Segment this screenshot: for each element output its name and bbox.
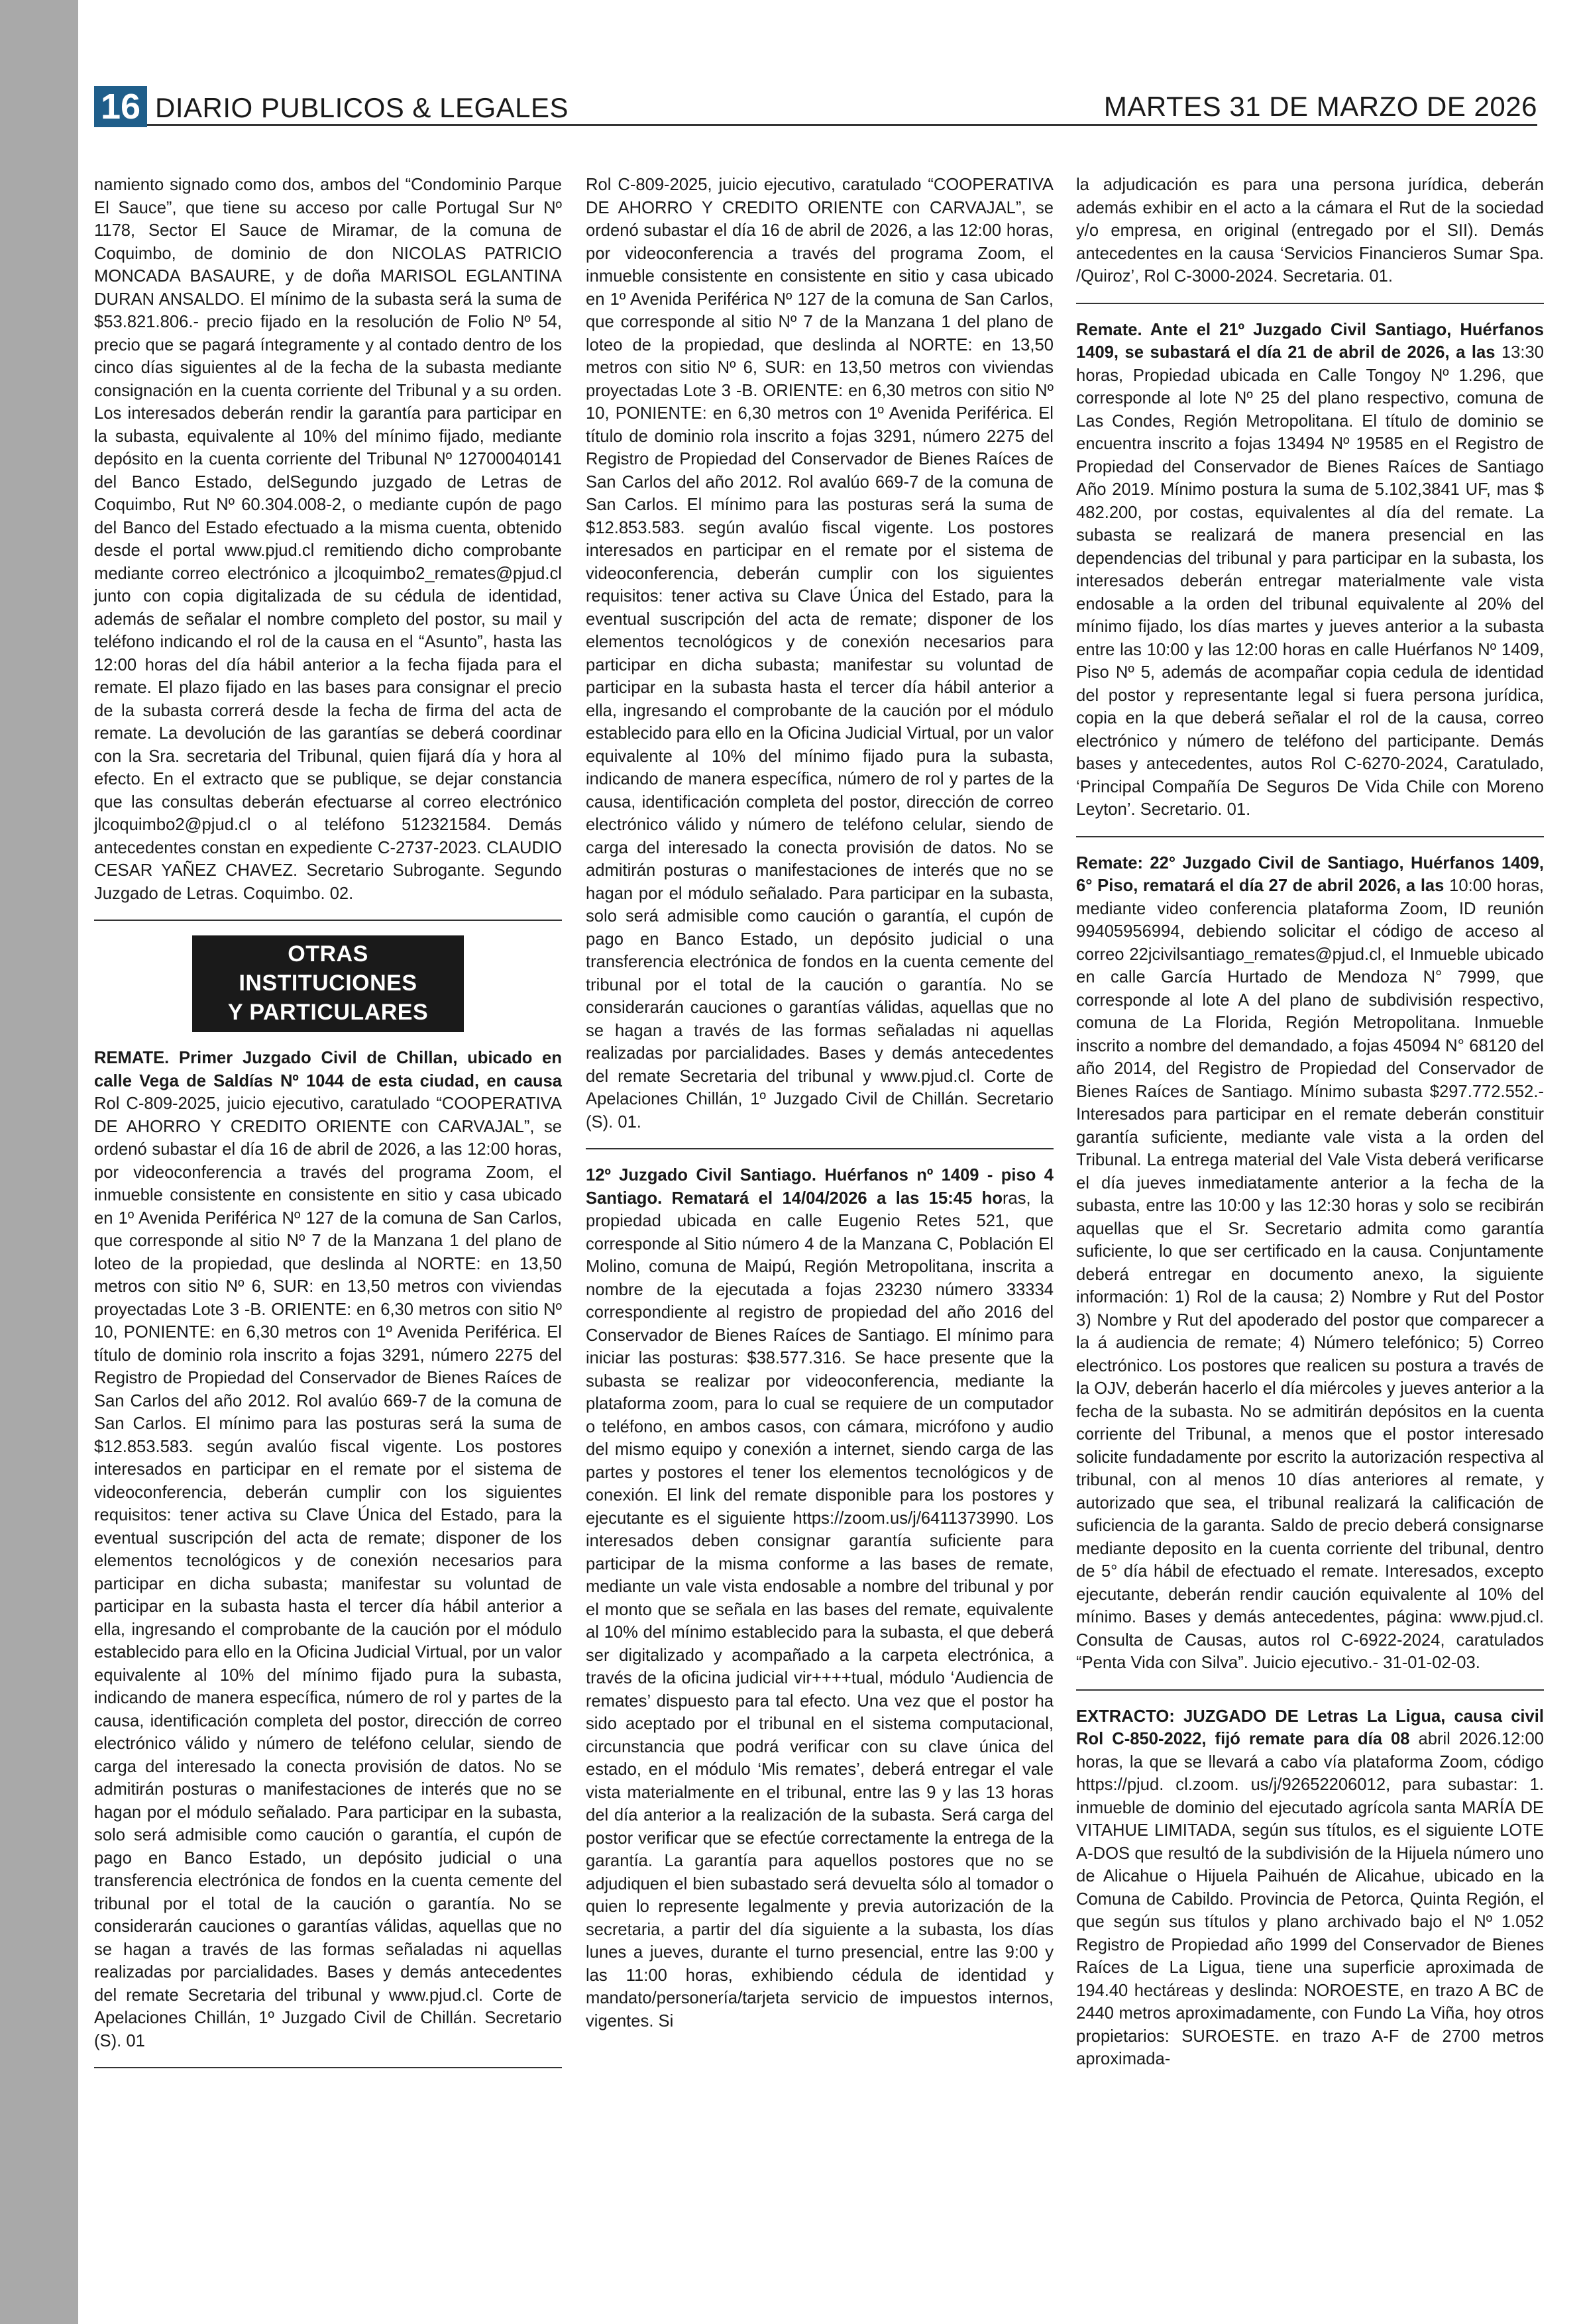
notice-21-juzgado-lead: Remate. Ante el 21º Juzgado Civil Santiago, Huérfanos 1409, se subastará el día 21 de abril de 2026, a las	[1076, 320, 1544, 362]
column-divider	[94, 920, 562, 921]
column-divider	[1076, 303, 1544, 304]
section-heading-line2: Y PARTICULARES	[227, 1000, 429, 1025]
section-heading	[192, 935, 464, 1032]
notice-chillan	[94, 1047, 562, 2052]
notice-chillan-lead: REMATE. Primer Juzgado Civil de Chillan, ubicado en calle Vega de Saldías Nº 1044 de esta ciudad, en causa	[94, 1049, 562, 1090]
column-divider	[1076, 1689, 1544, 1691]
column-divider	[94, 2067, 562, 2068]
section-heading-line1: OTRAS INSTITUCIONES	[239, 941, 417, 996]
column-divider	[586, 1148, 1054, 1149]
notice-coquimbo-continued: namiento signado como dos, ambos del “Condominio Parque El Sauce”, que tiene su acceso por calle Portugal Sur Nº 1178, Sector El Sauce de Miramar, de la comuna de Coquimbo, de dominio de don NICOLAS PATRICIO MONCADA BASAURE, y de doña MARISOL EGLANTINA DURAN ANSALDO. El mínimo de la subasta será la suma de $53.821.806.- precio fijado en la resolución de Folio Nº 54, precio que se pagará íntegramente y al contado dentro de los cinco días siguientes al de la fecha de la subasta mediante consignación en la cuenta corriente del Tribunal y a su orden. Los interesados deberán rendir la garantía para participar en la subasta, equivalente al 10% del mínimo fijado, mediante depósito en la cuenta corriente del Tribunal Nº 12700040141 del Banco Estado, delSegundo juzgado de Letras de Coquimbo, Rut Nº 60.304.008-2, o mediante cupón de pago del Banco del Estado efectuado a la misma cuenta, obtenido desde el portal www.pjud.cl remitiendo dicho comprobante mediante correo electrónico a jlcoquimbo2_remates@pjud.cl junto con copia digitalizada de su cédula de identidad, además de señalar el nombre completo del postor, su mail y teléfono indicando el rol de la causa en el “Asunto”, hasta las 12:00 horas del día hábil anterior a la fecha fijada para el remate. El plazo fijado en las bases para consignar el precio de la subasta correrá desde la fecha de firma del acta de remate. La devolución de las garantías se deberá coordinar con la Sra. secretaria del Tribunal, quien fijará día y hora al efecto. En el extracto que se publique, se dejar constancia que las consultas deberán efectuarse al correo electrónico jlcoquimbo2@pjud.cl o al teléfono 512321584. Demás antecedentes constan en expediente C-2737-2023. CLAUDIO CESAR YAÑEZ CHAVEZ. Secretario Subrogante. Segundo Juzgado de Letras. Coquimbo. 02.	[94, 176, 562, 903]
notice-chillan-body: Rol C-809-2025, juicio ejecutivo, caratulado “COOPERATIVA DE AHORRO Y CREDITO ORIENTE con CARVAJAL”, se ordenó subastar el día 16 de abril de 2026, a las 12:00 horas, por videoconferencia a través del programa Zoom, el inmueble consistente en consistente en sitio y casa ubicado en 1º Avenida Periférica Nº 127 de la comuna de San Carlos, que corresponde al sitio Nº 7 de la Manzana 1 del plano de loteo de la propiedad, que deslinda al NORTE: en 13,50 metros con sitio Nº 6, SUR: en 13,50 metros con viviendas proyectadas Lote 3 -B. ORIENTE: en 6,30 metros con sitio Nº 10, PONIENTE: en 6,30 metros con 1º Avenida Periférica. El título de dominio rola inscrito a fojas 3291, número 2275 del Registro de Propiedad del Conservador de Bienes Raíces de San Carlos del año 2012. Rol avalúo 669-7 de la comuna de San Carlos. El mínimo para las posturas será la suma de $12.853.583. según avalúo fiscal vigente. Los postores interesados en participar en el remate por el sistema de videoconferencia, deberán cumplir con los siguientes requisitos: tener activa su Clave Única del Estado, para la eventual suscripción del acta de remate; disponer de los elementos tecnológicos y de conexión necesarios para participar en dicha subasta; manifestar su voluntad de participar en la subasta hasta el tercer día hábil anterior a ella, ingresando el comprobante de la caución por el módulo establecido para ello en la Oficina Judicial Virtual, por un valor equivalente al 10% del mínimo fijado pura la subasta, indicando de manera específica, número de rol y partes de la causa, identificación completa del postor, dirección de correo electrónico válido y número de teléfono celular, siendo de carga del interesado la conecta provisión de datos. No se admitirán posturas o manifestaciones de interés que no se hagan por el módulo señalado. Para participar en la subasta, solo será admisible como caución o garantía, el cupón de pago en Banco Estado, un depósito judicial o una transferencia electrónica de fondos en la cuenta cemente del tribunal por el total de la caución o garantía. No se considerarán cauciones o garantías válidas, aquellas que no se hagan a través de las formas señaladas ni aquellas realizadas por parcialidades. Bases y demás antecedentes del remate Secretaria del tribunal y www.pjud.cl. Corte de Apelaciones Chillán, 1º Juzgado Civil de Chillán. Secretario (S). 01	[94, 1094, 562, 2050]
notice-chillan-repeat: Rol C-809-2025, juicio ejecutivo, caratulado “COOPERATIVA DE AHORRO Y CREDITO ORIENTE con CARVAJAL”, se ordenó subastar el día 16 de abril de 2026, a las 12:00 horas, por videoconferencia a través del programa Zoom, el inmueble consistente en consistente en sitio y casa ubicado en 1º Avenida Periférica Nº 127 de la comuna de San Carlos, que corresponde al sitio Nº 7 de la Manzana 1 del plano de loteo de la propiedad, que deslinda al NORTE: en 13,50 metros con sitio Nº 6, SUR: en 13,50 metros con viviendas proyectadas Lote 3 -B. ORIENTE: en 6,30 metros con sitio Nº 10, PONIENTE: en 6,30 metros con 1º Avenida Periférica. El título de dominio rola inscrito a fojas 3291, número 2275 del Registro de Propiedad del Conservador de Bienes Raíces de San Carlos del año 2012. Rol avalúo 669-7 de la comuna de San Carlos. El mínimo para las posturas será la suma de $12.853.583. según avalúo fiscal vigente. Los postores interesados en participar en el remate por el sistema de videoconferencia, deberán cumplir con los siguientes requisitos: tener activa su Clave Única del Estado, para la eventual suscripción del acta de remate; disponer de los elementos tecnológicos y de conexión necesarios para participar en dicha subasta; manifestar su voluntad de participar en la subasta hasta el tercer día hábil anterior a ella, ingresando el comprobante de la caución por el módulo establecido para ello en la Oficina Judicial Virtual, por un valor equivalente al 10% del mínimo fijado pura la subasta, indicando de manera específica, número de rol y partes de la causa, identificación completa del postor, dirección de correo electrónico válido y número de teléfono celular, siendo de carga del interesado la conecta provisión de datos. No se admitirán posturas o manifestaciones de interés que no se hagan por el módulo señalado. Para participar en la subasta, solo será admisible como caución o garantía, el cupón de pago en Banco Estado, un depósito judicial o una transferencia electrónica de fondos en la cuenta cemente del tribunal por el total de la caución o garantía. No se considerarán cauciones o garantías válidas, aquellas que no se hagan a través de las formas señaladas ni aquellas realizadas por parcialidades. Bases y demás antecedentes del remate Secretaria del tribunal y www.pjud.cl. Corte de Apelaciones Chillán, 1º Juzgado Civil de Chillán. Secretario (S). 01.	[586, 176, 1054, 1132]
notice-21-juzgado-body: 13:30 horas, Propiedad ubicada en Calle Tongoy Nº 1.296, que corresponde al lote Nº 25 del plano respectivo, comuna de Las Condes, Región Metropolitana. El título de dominio se encuentra inscrito a fojas 13494 Nº 19585 en el Registro de Propiedad del Conservador de Bienes Raíces de Santiago Año 2019. Mínimo postura la suma de 5.102,3841 UF, mas $ 482.200, por costas, equivalentes al día del remate. La subasta se realizará de manera presencial en las dependencias del tribunal y para participar en la subasta, los interesados deberán entregar materialmente vale vista endosable a la orden del tribunal equivalente al 20% del mínimo fijado, los días martes y jueves anterior a la subasta entre las 10:00 y las 12:00 horas en calle Huérfanos Nº 1409, Piso Nº 5, además de acompañar copia cedula de identidad del postor y representante legal si fuera persona jurídica, copia en la que deberá señalar el rol de la causa, correo electrónico y número de teléfono del participante. Demás bases y antecedentes, autos Rol C-6270-2024, Caratulado, ‘Principal Compañía De Seguros De Vida Chile con Moreno Leyton’. Secretario. 01.	[1076, 343, 1544, 819]
newspaper-page	[78, 0, 1581, 2324]
column-2	[586, 174, 1054, 2033]
notice-22-juzgado-lead: Remate: 22° Juzgado Civil de Santiago, Huérfanos 1409, 6° Piso, rematará el día 27 de abril 2026, a las	[1076, 853, 1544, 895]
notice-12-juzgado-body: ras, la propiedad ubicada en calle Eugenio Retes 521, que corresponde al Sitio número 4 de la Manzana C, Población El Molino, comuna de Maipú, Región Metropolitana, inscrita a nombre de la ejecutada a fojas 23230 número 33334 correspondiente al registro de propiedad del año 2016 del Conservador de Bienes Raíces de Santiago. El mínimo para iniciar las posturas: $38.577.316. Se hace presente que la subasta se realizar por videoconferencia, mediante la plataforma zoom, para lo cual se requiere de un computador o teléfono, en ambos casos, con cámara, micrófono y audio del mismo equipo y conexión a internet, siendo carga de las partes y postores el tener los elementos tecnológicos y de conexión. El link del remate disponible para los postores y ejecutante es el siguiente https://zoom.us/j/6411373990. Los interesados deben consignar garantía suficiente para participar de la misma conforme a las bases de remate, mediante un vale vista endosable a nombre del tribunal y por el monto que se señala en las bases del remate, equivalente al 10% del mínimo establecido para la subasta, el que deberá ser digitalizado y acompañado a la carpeta electrónica, a través de la oficina judicial vir++++tual, módulo ‘Audiencia de remates’ dispuesto para tal efecto. Una vez que el postor ha sido aceptado por el tribunal en el sistema computacional, circunstancia que podrá verificar con su clave única del estado, en el módulo ‘Mis remates’, deberá entregar el vale vista materialmente en el tribunal, entre las 9 y las 13 horas del día anterior a la realización de la subasta. Será carga del postor verificar que se efectúe correctamente la entrega de la garantía. La garantía para aquellos postores que no se adjudiquen el bien subastado será devuelta sólo al tomador o quien lo represente legalmente y previa autorización de la secretaria, a partir del día siguiente a la subasta, los días lunes a jueves, durante el turno presencial, entre las 9:00 y las 11:00 horas, exhibiendo cédula de identidad y mandato/personería/tarjeta servicio de impuestos internos, vigentes. Si	[586, 1188, 1054, 2031]
column-divider	[1076, 836, 1544, 837]
notice-22-juzgado-body: 10:00 horas, mediante video conferencia plataforma Zoom, ID reunión 99405956994, debiendo solicitar el código de acceso al correo 22jcivilsantiago_remates@pjud.cl, el Inmueble ubicado en calle García Hurtado de Mendoza N° 7999, que corresponde al lote A del plano de subdivisión respectivo, comuna de La Florida, Región Metropolitana. Inmueble inscrito a nombre del demandado, a fojas 45094 N° 68120 del año 2014, del Registro de Propiedad del Conservador de Bienes Raíces de Santiago. Mínimo subasta $297.772.552.- Interesados para participar en el remate deberán constituir garantía suficiente, mediante vale vista a la orden del Tribunal. La entrega material del Vale Vista deberá verificarse el día jueves inmediatamente anterior a la fecha de la subasta, entre las 10:00 y las 12:30 horas y solo se recibirán aquellas que el Sr. Secretario admita como garantía suficiente, lo que ser certificado en la causa. Conjuntamente deberá entregar en documento anexo, la siguiente información: 1) Rol de la causa; 2) Nombre y Rut del Postor 3) Nombre y Rut del apoderado del postor que comparecer a la á audiencia de remate; 4) Número telefónico; 5) Correo electrónico. Los postores que realicen su postura a través de la OJV, deberán hacerlo el día miércoles y jueves anterior a la fecha de la subasta. No se admitirán depósitos en la cuenta corriente del Tribunal, a menos que el postor interesado solicite fundadamente por escrito la autorización respectiva al tribunal, con al menos 10 días anteriores al remate, y autorizado que sea, el tribunal realizará la calificación de suficiencia de la garanta. Saldo de precio deberá consignarse mediante deposito en la cuenta corriente del tribunal, dentro de 5° día hábil de efectuado el remate. Interesados, excepto ejecutante, deberán rendir caución equivalente al 10% del mínimo. Bases y demás antecedentes, página: www.pjud.cl. Consulta de Causas, autos rol C-6922-2024, caratulados “Penta Vida con Silva”. Juicio ejecutivo.- 31-01-02-03.	[1076, 876, 1544, 1672]
notice-la-ligua	[1076, 1705, 1544, 2071]
notice-12-juzgado-lead: 12º Juzgado Civil Santiago. Huérfanos nº 1409 - piso 4 Santiago. Rematará el 14/04/2026 a las 15:45 ho	[586, 1166, 1054, 1208]
page-number: 16	[94, 86, 147, 127]
publication-name: DIARIO PUBLICOS & LEGALES	[155, 92, 569, 123]
notice-12-juzgado-continued: la adjudicación es para una persona jurídica, deberán además exhibir en el acto a la cámara el Rut de la sociedad y/o empresa, en original (entregado por el SII). Demás antecedentes en la causa ‘Servicios Financieros Sumar Spa. /Quiroz’, Rol C-3000-2024. Secretaria. 01.	[1076, 176, 1544, 286]
notice-21-juzgado	[1076, 319, 1544, 821]
publication-date: MARTES 31 DE MARZO DE 2026	[1103, 91, 1537, 122]
notice-12-juzgado	[586, 1164, 1054, 2033]
column-1	[94, 174, 562, 2083]
page-header	[94, 83, 1537, 126]
notice-22-juzgado	[1076, 852, 1544, 1675]
column-3	[1076, 174, 1544, 2071]
notice-la-ligua-lead: EXTRACTO: JUZGADO DE Letras La Ligua, causa civil Rol C-850-2022, fijó remate para día 08	[1076, 1707, 1544, 1748]
notice-la-ligua-body: abril 2026.12:00 horas, la que se llevará a cabo vía plataforma Zoom, código https://pjud. cl.zoom. us/j/92652206012, para subastar: 1. inmueble de dominio del ejecutado agrícola santa MARÍA DE VITAHUE LIMITADA, según sus títulos, es el siguiente LOTE A-DOS que resultó de la subdivisión de la Hijuela número uno de Alicahue o Hijuela Paihuén de Alicahue, ubicado en la Comuna de Cabildo. Provincia de Petorca, Quinta Región, el que según sus títulos y plano archivado bajo el Nº 1.052 Registro de Propiedad año 1999 del Conservador de Bienes Raíces de La Ligua, tiene una superficie aproximada de 194.40 hectáreas y deslinda: NOROESTE, en trazo A BC de 2440 metros aproximadamente, con Fundo La Viña, hoy otros propietarios: SUROESTE. en trazo A-F de 2700 metros aproximada-	[1076, 1730, 1544, 2068]
